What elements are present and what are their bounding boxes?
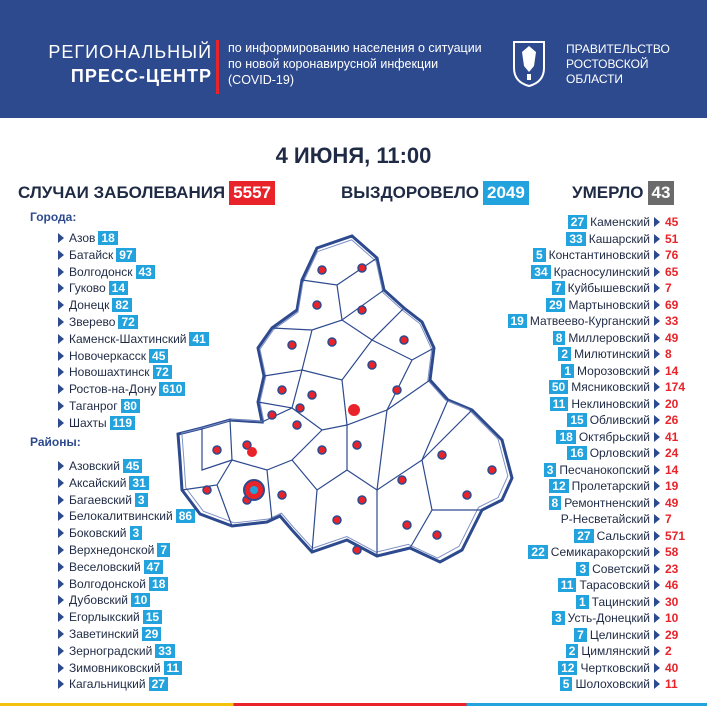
recovered-count: 34 (531, 265, 550, 279)
arrow-icon (654, 432, 660, 442)
area-name: Мясниковский (571, 380, 650, 394)
recovered-count: 27 (568, 215, 587, 229)
area-name: Милютинский (574, 347, 650, 361)
area-name: Морозовский (577, 363, 650, 378)
cases-count: 49 (665, 330, 679, 345)
recovered-count: 11 (550, 397, 569, 411)
cases-count: 19 (665, 479, 679, 493)
rostov-marker-center (250, 486, 258, 494)
arrow-icon (654, 333, 660, 343)
area-name: Тарасовский (579, 578, 650, 592)
city-marker (348, 404, 360, 416)
recovered-count: 2 (558, 347, 571, 361)
area-name: Тацинский (591, 594, 650, 609)
recovered-count: 72 (118, 315, 137, 329)
list-item (0, 595, 707, 610)
recovered-count: 7 (574, 628, 587, 642)
press-center-subtitle: ПРЕСС-ЦЕНТР (70, 66, 212, 86)
area-name: Заветинский (69, 627, 139, 641)
cases-count: 7 (665, 512, 672, 526)
recovered-count: 610 (159, 382, 185, 396)
recovered-count: 5 (560, 677, 573, 691)
list-item (0, 661, 707, 676)
arrow-icon (654, 349, 660, 359)
recovered-count: 45 (123, 459, 142, 473)
list-item (0, 628, 707, 643)
cases-count: 20 (665, 396, 679, 411)
arrow-icon (654, 646, 660, 656)
arrow-icon (654, 498, 660, 508)
cases-count: 69 (665, 297, 679, 312)
area-name: Таганрог (69, 399, 118, 413)
recovered-count: 50 (549, 380, 568, 394)
recovered-count: 8 (553, 331, 566, 345)
cases-count: 26 (665, 413, 679, 427)
arrow-icon (654, 564, 660, 574)
recovered-count: 2 (566, 644, 579, 658)
recovered-count: 33 (566, 232, 585, 246)
area-name: Кашарский (588, 231, 650, 246)
area-name: Ремонтненский (564, 495, 650, 510)
area-name: Веселовский (69, 559, 141, 574)
header (0, 0, 707, 118)
cases-count: 571 (665, 528, 686, 543)
recovered-count: 5 (533, 248, 546, 262)
arrow-icon (654, 679, 660, 689)
recovered-count: 80 (121, 399, 140, 413)
recovered-count: 18 (98, 231, 117, 245)
recovered-count: 15 (143, 610, 162, 624)
list-item (0, 215, 707, 230)
recovered-count: 7 (157, 543, 170, 557)
cases-count: 24 (665, 446, 679, 460)
recovered-count: 119 (110, 416, 135, 430)
list-item (0, 677, 707, 692)
area-name: Чертковский (580, 660, 650, 675)
area-name: Матвеево-Курганский (529, 314, 650, 328)
recovered-count: 45 (149, 349, 168, 363)
cities-heading: Города: (30, 210, 77, 224)
list-item (0, 644, 707, 659)
coat-of-arms-icon (508, 38, 550, 88)
recovered-count: 12 (549, 479, 568, 493)
cases-count: 46 (665, 578, 679, 592)
area-name: Каменск-Шахтинский (69, 331, 187, 346)
cases-count: 7 (665, 281, 672, 295)
area-name: Багаевский (69, 492, 132, 507)
area-name: Аксайский (69, 475, 127, 490)
arrow-icon (654, 316, 660, 326)
cases-count: 33 (665, 314, 679, 328)
area-name: Орловский (589, 446, 650, 460)
cases-count: 2 (665, 644, 672, 658)
area-name: Новочеркасск (69, 348, 147, 363)
area-name: Зимовниковский (69, 660, 161, 675)
cases-count: 29 (665, 627, 679, 642)
recovered-count: 19 (508, 314, 527, 328)
recovered-count: 33 (155, 644, 174, 658)
area-name: Октябрьский (578, 429, 650, 444)
cases-count: 41 (665, 429, 679, 444)
recovered-count: 27 (574, 529, 593, 543)
city-marker (247, 447, 257, 457)
recovered-count: 31 (129, 476, 148, 490)
recovered-count: 12 (558, 661, 577, 675)
arrow-icon (654, 580, 660, 590)
arrow-icon (654, 663, 660, 673)
region-map (172, 230, 522, 570)
recovered-count: 3 (576, 562, 589, 576)
arrow-icon (654, 267, 660, 277)
arrow-icon (654, 366, 660, 376)
cases-count: 174 (665, 380, 686, 394)
recovered-count: 11 (164, 661, 183, 675)
arrow-icon (654, 283, 660, 293)
arrow-icon (654, 382, 660, 392)
area-name: Ростов-на-Дону (69, 382, 157, 397)
area-name: Дубовский (69, 593, 128, 608)
recovered-count: 18 (149, 577, 168, 591)
cases-count: 14 (665, 363, 679, 378)
arrow-icon (654, 630, 660, 640)
cases-stat: СЛУЧАИ ЗАБОЛЕВАНИЯ 5557 (18, 181, 275, 205)
area-name: Семикаракорский (550, 545, 650, 559)
cases-count: 14 (665, 462, 679, 477)
arrow-icon (654, 234, 660, 244)
recovered-count: 82 (112, 298, 131, 312)
recovered-count: 29 (142, 627, 161, 641)
recovered-count: 22 (528, 545, 547, 559)
cases-badge: 5557 (229, 181, 275, 205)
arrow-icon (654, 531, 660, 541)
districts-heading: Районы: (30, 435, 81, 449)
recovered-badge: 2049 (483, 181, 529, 205)
divider (216, 40, 219, 94)
cases-count: 10 (665, 611, 679, 625)
cases-count: 65 (665, 264, 679, 279)
area-name: Кагальницкий (69, 677, 146, 692)
recovered-count: 72 (153, 365, 172, 379)
cases-count: 40 (665, 660, 679, 675)
recovered-count: 1 (561, 364, 574, 378)
recovered-count: 47 (144, 560, 163, 574)
cases-count: 45 (665, 215, 679, 229)
recovered-count: 41 (189, 332, 208, 346)
cases-count: 23 (665, 561, 679, 576)
area-name: Советский (592, 561, 650, 576)
recovered-count: 7 (552, 281, 565, 295)
recovered-count: 29 (546, 298, 565, 312)
recovered-count: 15 (567, 413, 586, 427)
area-name: Пролетарский (571, 479, 650, 493)
area-name: Каменский (590, 215, 650, 229)
cases-count: 58 (665, 545, 679, 559)
list-item (0, 578, 707, 593)
area-name: Усть-Донецкий (567, 611, 650, 625)
area-name: Новошахтинск (69, 365, 150, 380)
area-name: Донецк (69, 298, 110, 313)
arrow-icon (654, 597, 660, 607)
area-name: Белокалитвинский (69, 509, 173, 524)
recovered-count: 3 (552, 611, 565, 625)
recovered-stat: ВЫЗДОРОВЕЛО 2049 (341, 181, 529, 205)
area-name: Егорлыкский (69, 610, 140, 625)
area-name: Боковский (69, 526, 127, 541)
recovered-count: 27 (149, 677, 168, 691)
arrow-icon (654, 613, 660, 623)
area-name: Гуково (69, 281, 106, 296)
arrow-icon (654, 547, 660, 557)
area-name: Волгодонской (69, 576, 147, 591)
recovered-count: 3 (130, 526, 143, 540)
area-name: Цимлянский (581, 644, 650, 658)
area-name: Зверево (69, 315, 116, 329)
area-name: Шолоховский (575, 677, 650, 691)
area-name: Шахты (69, 415, 107, 430)
area-name: Неклиновский (571, 396, 650, 411)
area-name: Обливский (589, 413, 650, 427)
area-name: Целинский (589, 627, 650, 642)
list-item (0, 611, 707, 626)
area-name: Верхнедонской (69, 543, 155, 557)
area-name: Зерноградский (69, 643, 153, 658)
died-stat: УМЕРЛО 43 (572, 181, 674, 205)
arrow-icon (654, 399, 660, 409)
rostov-region-map (172, 230, 522, 570)
area-name: Р-Несветайский (560, 512, 650, 526)
header-info-text: по информированию населения о ситуации по новой коронавирусной инфекции (COVID-19) (228, 41, 482, 87)
recovered-count: 18 (556, 430, 575, 444)
recovered-count: 10 (131, 593, 150, 607)
area-name: Миллеровский (568, 330, 650, 345)
recovered-count: 11 (558, 578, 577, 592)
arrow-icon (654, 300, 660, 310)
area-name: Песчанокопский (559, 462, 650, 477)
recovered-count: 3 (544, 463, 557, 477)
area-name: Красносулинский (553, 264, 650, 279)
area-name: Константиновский (548, 248, 650, 262)
press-center-title: РЕГИОНАЛЬНЫЙ (48, 42, 212, 62)
recovered-count: 14 (109, 281, 128, 295)
recovered-count: 1 (576, 595, 589, 609)
recovered-count: 8 (549, 496, 562, 510)
area-name: Азов (69, 231, 96, 245)
cases-count: 8 (665, 347, 672, 361)
arrow-icon (654, 465, 660, 475)
arrow-icon (654, 448, 660, 458)
died-badge: 43 (648, 181, 675, 205)
recovered-count: 3 (135, 493, 148, 507)
report-date: 4 ИЮНЯ, 11:00 (275, 143, 432, 168)
area-name: Мартыновский (568, 297, 650, 312)
arrow-icon (654, 217, 660, 227)
recovered-count: 97 (116, 248, 135, 262)
arrow-icon (654, 250, 660, 260)
area-name: Сальский (596, 528, 650, 543)
cases-count: 30 (665, 594, 679, 609)
government-label: ПРАВИТЕЛЬСТВО РОСТОВСКОЙ ОБЛАСТИ (566, 42, 670, 86)
arrow-icon (654, 481, 660, 491)
recovered-count: 86 (176, 509, 195, 523)
cases-count: 51 (665, 231, 679, 246)
recovered-count: 16 (567, 446, 586, 460)
cases-count: 49 (665, 495, 679, 510)
area-name: Волгодонск (69, 264, 133, 279)
area-name: Азовский (69, 459, 120, 473)
cases-count: 76 (665, 248, 679, 262)
cases-count: 11 (665, 677, 678, 691)
recovered-count: 43 (136, 265, 155, 279)
area-name: Батайск (69, 247, 114, 262)
area-name: Куйбышевский (567, 281, 650, 295)
arrow-icon (654, 514, 660, 524)
arrow-icon (654, 415, 660, 425)
